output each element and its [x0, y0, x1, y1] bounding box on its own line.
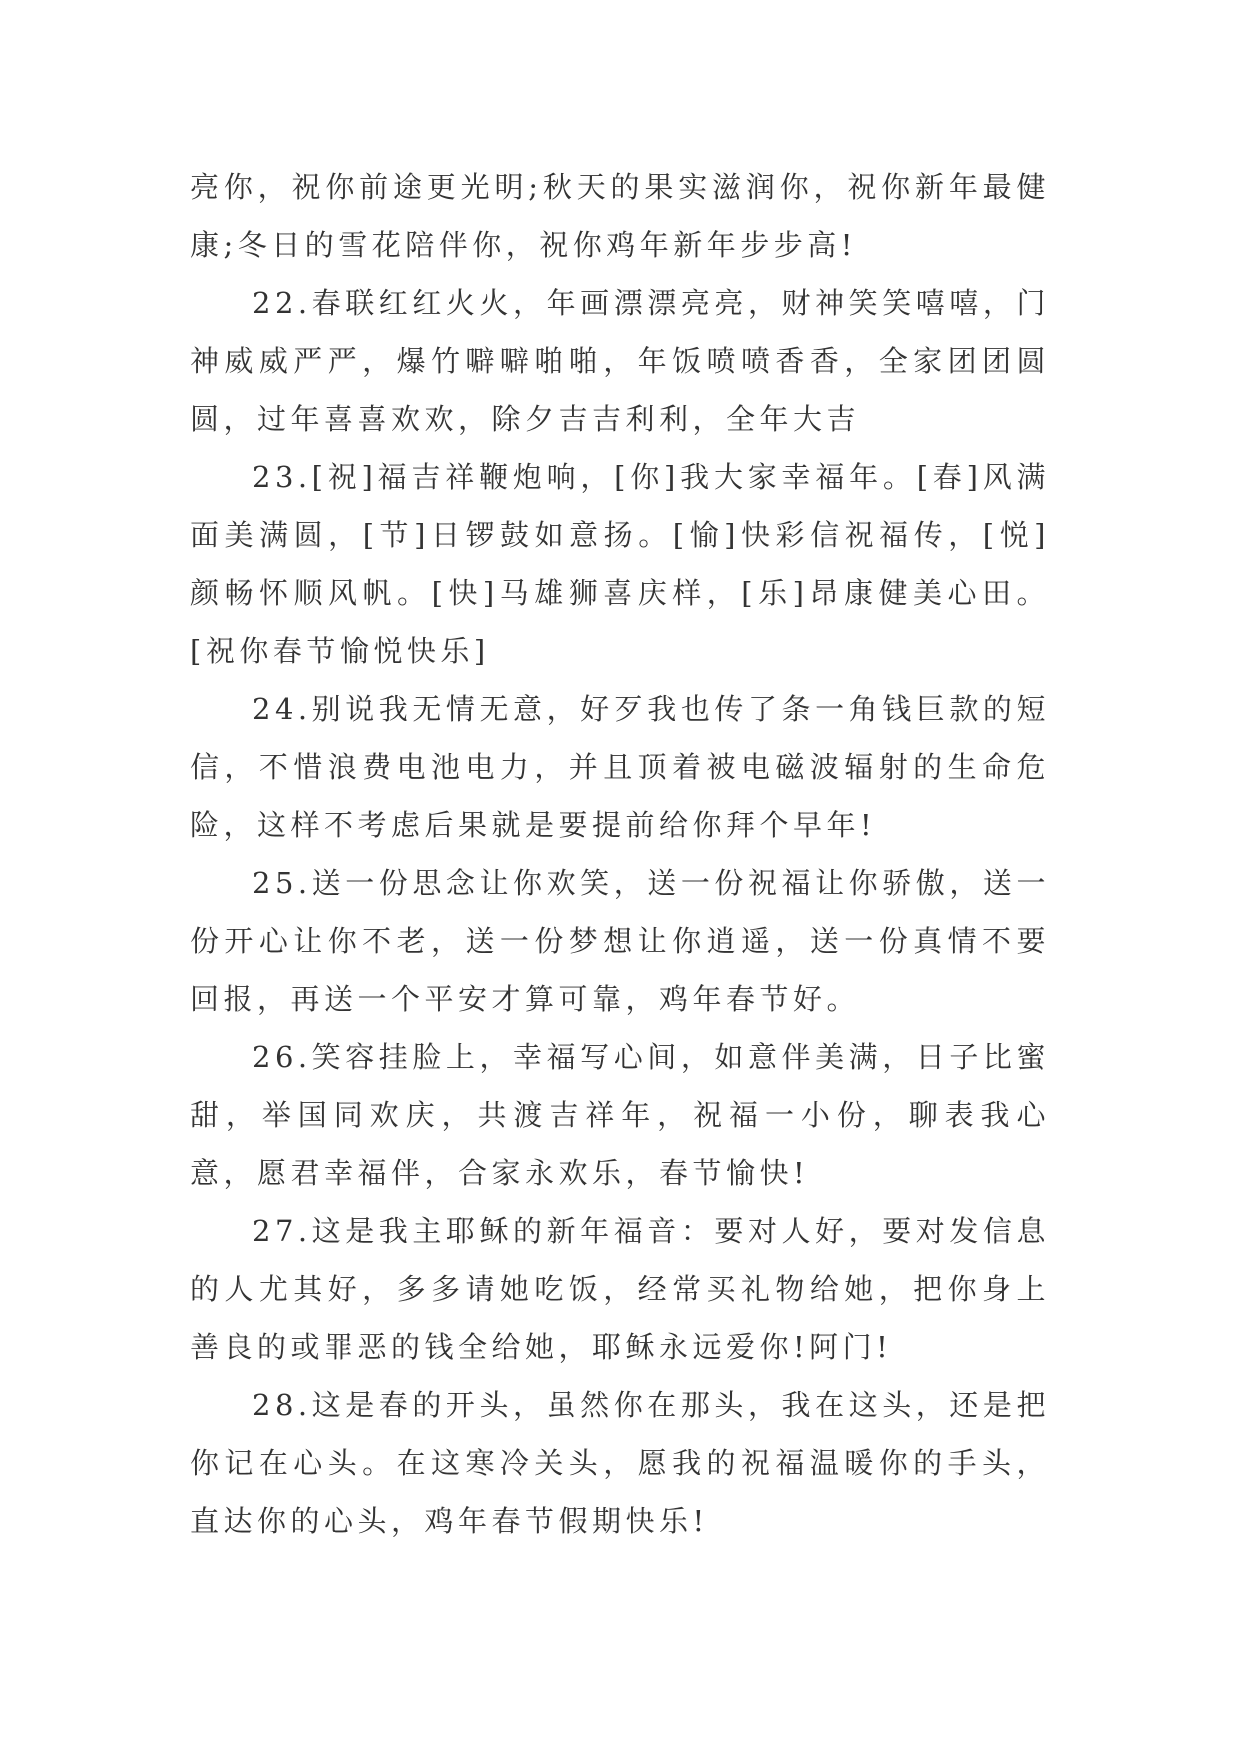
paragraph-23: 23.[祝]福吉祥鞭炮响，[你]我大家幸福年。[春]风满面美满圆，[节]日锣鼓如意扬。[愉]快彩信祝福传，[悦]颜畅怀顺风帆。[快]马雄狮喜庆样，[乐]昂康健美心田。[祝你春节愉悦快乐] [190, 460, 1050, 668]
paragraph-25: 25.送一份思念让你欢笑，送一份祝福让你骄傲，送一份开心让你不老，送一份梦想让你逍遥，送一份真情不要回报，再送一个平安才算可靠，鸡年春节好。 [190, 866, 1050, 1016]
paragraph-21-continuation: 亮你，祝你前途更光明;秋天的果实滋润你，祝你新年最健康;冬日的雪花陪伴你，祝你鸡年新年步步高! [190, 170, 1050, 262]
paragraph-27: 27.这是我主耶稣的新年福音：要对人好，要对发信息的人尤其好，多多请她吃饭，经常买礼物给她，把你身上善良的或罪恶的钱全给她，耶稣永远爱你!阿门! [190, 1214, 1050, 1364]
paragraph-24: 24.别说我无情无意，好歹我也传了条一角钱巨款的短信，不惜浪费电池电力，并且顶着被电磁波辐射的生命危险，这样不考虑后果就是要提前给你拜个早年! [190, 692, 1050, 842]
paragraph-28: 28.这是春的开头，虽然你在那头，我在这头，还是把你记在心头。在这寒冷关头，愿我的祝福温暖你的手头，直达你的心头，鸡年春节假期快乐! [190, 1388, 1050, 1538]
paragraph-22: 22.春联红红火火，年画漂漂亮亮，财神笑笑嘻嘻，门神威威严严，爆竹噼噼啪啪，年饭喷喷香香，全家团团圆圆，过年喜喜欢欢，除夕吉吉利利，全年大吉 [190, 286, 1050, 436]
paragraph-26: 26.笑容挂脸上，幸福写心间，如意伴美满，日子比蜜甜，举国同欢庆，共渡吉祥年，祝福一小份，聊表我心意，愿君幸福伴，合家永欢乐，春节愉快! [190, 1040, 1050, 1190]
document-body [190, 158, 1050, 1550]
